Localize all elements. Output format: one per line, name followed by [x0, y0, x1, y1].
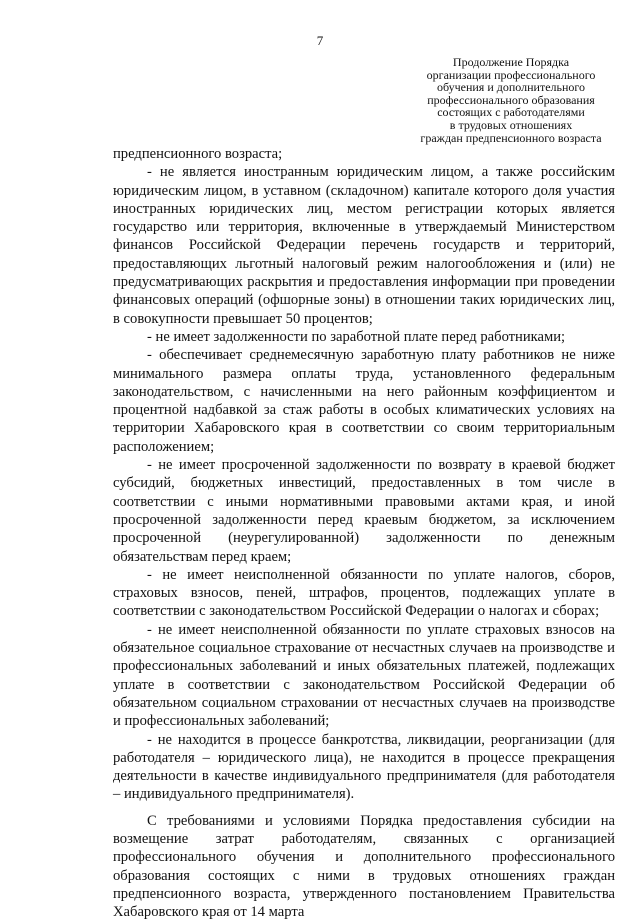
header-line: организации профессионального	[426, 67, 596, 82]
body-paragraph: С требованиями и условиями Порядка предоставления субсидии на возмещение затрат работодателям, связанных с организацией профессионального обучения и дополнительного профессионального образования состоящих с ними в трудовых отношениях граждан предпенсионного возраста, утвержденного постановлением Правительства Хабаровского края от 14 марта	[113, 812, 615, 921]
document-body	[113, 145, 615, 921]
body-paragraph: - не имеет просроченной задолженности по возврату в краевой бюджет субсидий, бюджетных инвестиций, предоставленных в том числе в соответствии с иными нормативными правовыми актами края, и иной просроченной задолженности перед краевым бюджетом, за исключением просроченной (неурегулированной) задолженности по денежным обязательствам перед краем;	[113, 457, 615, 565]
document-header	[408, 56, 614, 144]
header-line: состоящих с работодателями	[437, 105, 585, 120]
page-number: 7	[316, 33, 324, 48]
header-line: Продолжение Порядка	[452, 55, 570, 69]
body-paragraph: - не имеет неисполненной обязанности по уплате налогов, сборов, страховых взносов, пеней, штрафов, процентов, подлежащих уплате в соответствии с законодательством Российской Федерации о налогах и сборах;	[113, 566, 615, 620]
header-line: профессионального образования	[427, 92, 595, 107]
body-paragraph: предпенсионного возраста;	[113, 146, 283, 162]
header-line: граждан предпенсионного возраста	[420, 130, 602, 145]
header-line: обучения и дополнительного	[436, 80, 586, 95]
body-paragraph: - не имеет задолженности по заработной плате перед работниками;	[147, 328, 566, 345]
body-paragraph: - не является иностранным юридическим лицом, а также российским юридическим лицом, в уставном (складочном) капитале которого доля участия иностранных юридических лиц, местом регистрации которых является государство или территория, включенные в утверждаемый Министерством финансов Российской Федерации перечень государств и территорий, предоставляющих льготный налоговый режим налогообложения и (или) не предусматривающих раскрытия и предоставления информации при проведении финансовых операций (офшорные зоны) в отношении таких юридических лиц, в совокупности превышает 50 процентов;	[113, 164, 615, 327]
body-paragraph: - не имеет неисполненной обязанности по уплате страховых взносов на обязательное социальное страхование от несчастных случаев на производстве и профессиональных заболеваний и иных обязательных платежей, подлежащих уплате в соответствии с законодательством Российской Федерации об обязательном социальном страховании от несчастных случаев на производстве и профессиональных заболеваний;	[113, 621, 615, 730]
header-line: в трудовых отношениях	[449, 117, 573, 132]
body-paragraph: - не находится в процессе банкротства, ликвидации, реорганизации (для работодателя – юридического лица), не находится в процессе прекращения деятельности в качестве индивидуального предпринимателя (для работодателя – индивидуального предпринимателя).	[113, 731, 615, 803]
body-paragraph: - обеспечивает среднемесячную заработную плату работников не ниже минимального размера оплаты труда, установленного федеральным законодательством, с начисленными на него районным коэффициентом и процентной надбавкой за стаж работы в особых климатических условиях на территории Хабаровского края в соответствии со своим территориальным расположением;	[113, 347, 615, 455]
